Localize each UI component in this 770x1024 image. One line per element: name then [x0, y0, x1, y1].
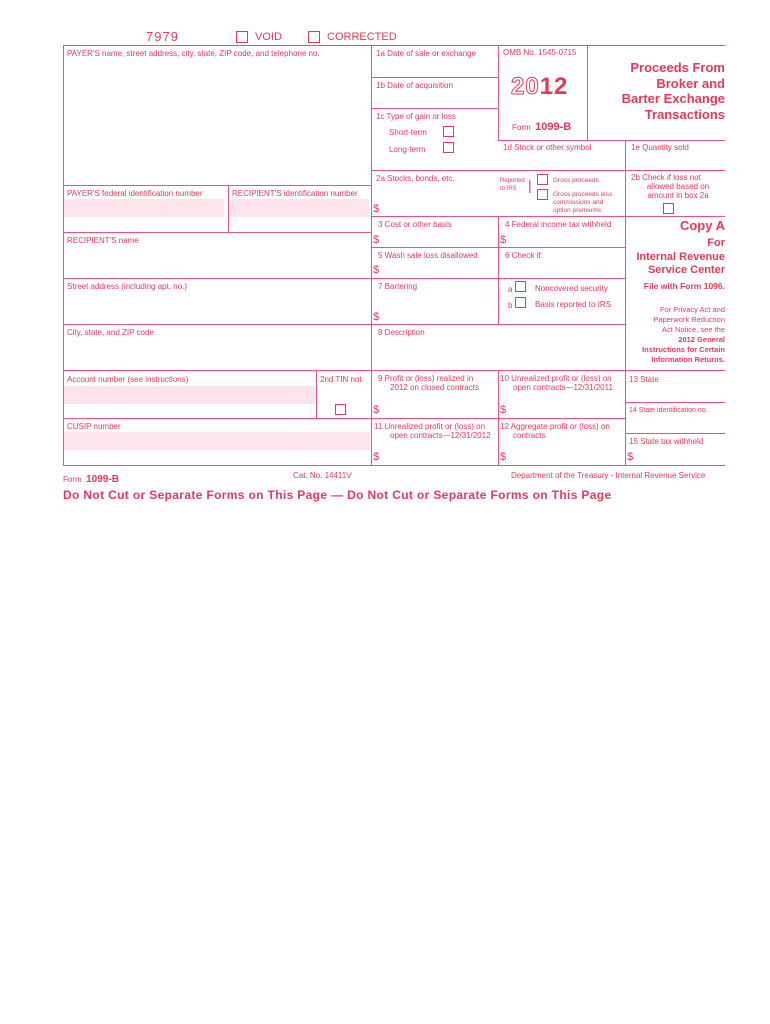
box-12-label [500, 422, 610, 440]
street-label: Street address (including apt. no.) [67, 282, 188, 291]
gross-less-line-3: option premiums [553, 207, 602, 214]
box-5-label: 5 Wash sale loss disallowed [378, 251, 478, 260]
gross-less-line-1: Gross proceeds less [553, 191, 613, 198]
reported-label: Reported [500, 178, 525, 184]
box-9-label [378, 374, 479, 392]
account-label: Account number (see instructions) [67, 375, 189, 384]
box-2a-dollar: $ [373, 203, 380, 215]
title-line-1: Proceeds From [630, 60, 725, 75]
recipient-name-label: RECIPIENT'S name [67, 236, 139, 245]
cat-number: Cat. No. 14411V [293, 471, 352, 480]
city-label: City, state, and ZIP code [67, 328, 154, 337]
box-11-line-2: open contracts—12/31/2012 [390, 431, 491, 440]
box-7-field[interactable] [385, 308, 495, 323]
box-4-field[interactable] [512, 231, 622, 246]
city-field[interactable] [64, 339, 370, 369]
box-15-dollar: $ [627, 451, 634, 463]
form-id-label: Form [512, 123, 531, 132]
box-1e-field[interactable] [626, 154, 724, 169]
street-field[interactable] [64, 293, 370, 323]
box-2b-checkbox[interactable] [663, 203, 674, 214]
copy-irs-2: Service Center [647, 264, 725, 276]
privacy-line-4: 2012 General [678, 335, 725, 344]
box-7-label: 7 Bartering [378, 282, 418, 291]
box-3-field[interactable] [385, 231, 495, 246]
long-term-checkbox[interactable] [443, 142, 454, 153]
box-2b-label [631, 173, 725, 200]
privacy-line-1: For Privacy Act and [659, 305, 725, 314]
box-14-field[interactable] [626, 417, 724, 432]
corrected-label: CORRECTED [327, 31, 397, 43]
footer-form [63, 469, 119, 487]
gross-less-line-2: commissions and [553, 199, 604, 206]
title-line-2: Broker and [656, 75, 725, 91]
copy-irs-1: Internal Revenue [636, 251, 725, 263]
box-1c-label: 1c Type of gain or loss [376, 112, 456, 121]
noncovered-checkbox[interactable] [515, 281, 526, 292]
box-2b-line-2: allowed based on [646, 182, 710, 191]
box-12-dollar: $ [500, 451, 507, 463]
tax-year [511, 73, 568, 101]
box-13-field[interactable] [626, 386, 724, 401]
account-field[interactable] [64, 386, 315, 404]
gross-proceeds-checkbox[interactable] [537, 174, 548, 185]
box-12-line-2: contracts [513, 431, 546, 440]
privacy-line-6: Information Returns. [651, 355, 725, 364]
box-1d-field[interactable] [499, 154, 624, 169]
box-11-line-1: 11 Unrealized profit or (loss) on [374, 422, 486, 431]
title-line-4: Transactions [644, 106, 725, 122]
title-line-3: Barter Exchange [621, 91, 725, 106]
void-label: VOID [255, 31, 282, 43]
copy-file-with: File with Form 1096. [643, 281, 725, 291]
second-tin-label: 2nd TIN not. [320, 375, 364, 384]
box-9-line-1: 9 Profit or (loss) realized in [378, 374, 474, 383]
box-11-field[interactable] [385, 449, 495, 464]
cusip-label: CUSIP number [67, 422, 121, 431]
box-10-field[interactable] [512, 401, 622, 417]
basis-reported-label: Basis reported to IRS [535, 300, 612, 309]
cusip-field[interactable] [64, 432, 370, 450]
payer-field[interactable] [64, 60, 370, 184]
box-1d-label: 1d Stock or other symbol [503, 143, 592, 152]
box-8-field[interactable] [372, 339, 624, 369]
recipient-name-field[interactable] [64, 247, 370, 277]
box-3-dollar: $ [373, 234, 380, 246]
footer-form-label: Form [63, 475, 82, 484]
reported-to-irs [500, 177, 525, 193]
privacy-line-5: Instructions for Certain [642, 345, 725, 354]
copy-for: For [707, 237, 725, 249]
gross-proceeds-label: Gross proceeds [553, 177, 599, 184]
box-15-field[interactable] [638, 449, 724, 464]
form-title [595, 60, 725, 122]
basis-reported-checkbox[interactable] [515, 297, 526, 308]
year-prefix: 20 [511, 73, 540, 100]
box-4-dollar: $ [500, 234, 507, 246]
box-10-line-2: open contracts—12/31/2011 [513, 383, 613, 392]
noncovered-label: Noncovered security [535, 284, 608, 293]
gross-less-checkbox[interactable] [537, 189, 548, 200]
void-checkbox[interactable] [236, 31, 248, 43]
box-10-line-1: 10 Unrealized profit or (loss) on [500, 374, 612, 383]
box-6-label: 6 Check if: [505, 251, 543, 260]
privacy-line-2: Paperwork Reduction [653, 315, 725, 324]
payer-tin-field[interactable] [64, 199, 224, 217]
box-5-dollar: $ [373, 264, 380, 276]
box-1b-field[interactable] [372, 92, 497, 107]
box-8-label: 8 Description [378, 328, 425, 337]
box-2a-label: 2a Stocks, bonds, etc. [376, 174, 455, 183]
box-4-label: 4 Federal income tax withheld [505, 220, 612, 229]
box-12-line-1: 12 Aggregate profit or (loss) on [500, 422, 610, 431]
box-6a-letter: a [508, 285, 513, 294]
box-1e-label: 1e Quantity sold [631, 143, 689, 152]
box-2b-line-1: 2b Check if loss not [631, 173, 701, 182]
second-tin-checkbox[interactable] [335, 404, 346, 415]
gross-less-label [553, 191, 612, 215]
long-term-label: Long-term [389, 145, 426, 154]
form-code: 7979 [146, 29, 179, 44]
box-11-label [374, 422, 491, 440]
footer-form-name: 1099-B [86, 474, 119, 485]
box-9-field[interactable] [385, 401, 495, 417]
box-15-label: 15 State tax withheld [629, 437, 704, 446]
privacy-line-3: Act Notice, see the [662, 325, 725, 334]
box-1a-field[interactable] [372, 60, 497, 76]
box-6b-letter: b [508, 301, 513, 310]
omb-number: OMB No. 1545-0715 [503, 48, 577, 57]
box-14-label: 14 State identification no. [629, 407, 708, 414]
box-7-dollar: $ [373, 311, 380, 323]
payer-tin-label: PAYER'S federal identification number [67, 189, 203, 198]
payer-label: PAYER'S name, street address, city, state, ZIP code, and telephone no. [67, 49, 320, 58]
form-id [512, 117, 571, 135]
box-5-field[interactable] [385, 262, 495, 277]
privacy-notice [620, 305, 725, 365]
copy-title: Copy A [679, 218, 725, 233]
box-3-label: 3 Cost or other basis [378, 220, 452, 229]
short-term-checkbox[interactable] [443, 126, 454, 137]
box-2b-line-3: amount in box 2a [647, 191, 709, 200]
department: Department of the Treasury - Internal Revenue Service [511, 471, 706, 480]
box-10-dollar: $ [500, 404, 507, 416]
box-1b-label: 1b Date of acquisition [376, 81, 453, 90]
box-11-dollar: $ [373, 451, 380, 463]
box-1a-label: 1a Date of sale or exchange [376, 49, 477, 58]
box-10-label [500, 374, 613, 392]
year-suffix: 12 [539, 73, 569, 100]
box-2a-field[interactable] [385, 200, 495, 215]
box-13-label: 13 State [629, 375, 659, 384]
form-id-name: 1099-B [535, 121, 572, 133]
box-9-dollar: $ [373, 404, 380, 416]
recipient-tin-label: RECIPIENT'S identification number [232, 189, 358, 198]
corrected-checkbox[interactable] [308, 31, 320, 43]
to-irs-label: to IRS [500, 186, 517, 192]
copy-a-block [628, 218, 725, 292]
do-not-cut-warning: Do Not Cut or Separate Forms on This Page — Do Not Cut or Separate Forms on This Page [63, 488, 612, 502]
box-12-field[interactable] [512, 449, 622, 464]
recipient-tin-field[interactable] [230, 199, 369, 217]
box-9-line-2: 2012 on closed contracts [390, 383, 479, 392]
short-term-label: Short-term [389, 128, 427, 137]
